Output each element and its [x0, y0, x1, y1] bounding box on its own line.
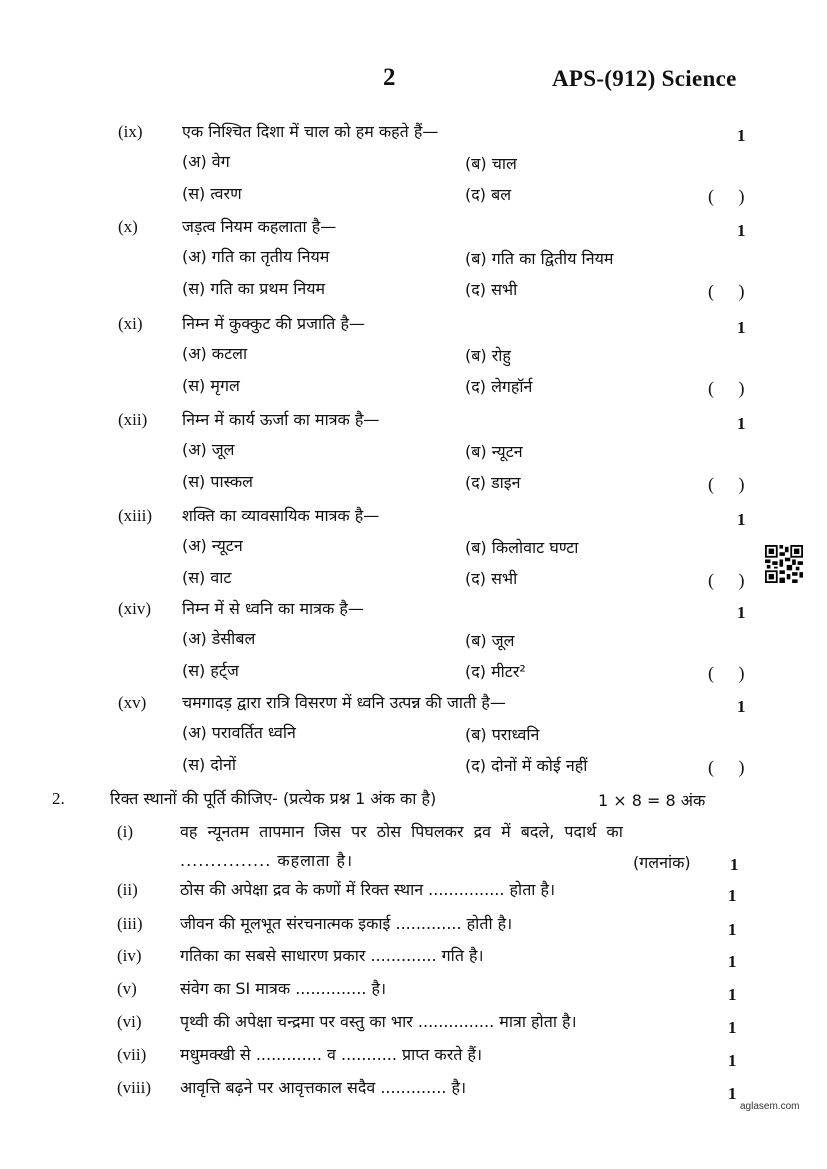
fill-text: गतिका का सबसे साधारण प्रकार ............. गति है। — [180, 946, 484, 965]
fill-hint: (गलनांक) — [633, 853, 691, 872]
option-d: (द) सभी — [465, 569, 518, 588]
question-text: चमगादड़ द्वारा रात्रि विसरण में ध्वनि उत्पन्न की जाती है— — [182, 693, 506, 712]
fill-text-line2: ............... कहलाता है। — [180, 851, 354, 870]
question-number: (xii) — [118, 410, 148, 429]
question-marks: 1 — [737, 318, 746, 337]
question-marks: 1 — [737, 126, 746, 145]
option-b: (ब) चाल — [465, 154, 517, 173]
option-a: (अ) वेग — [182, 152, 230, 171]
option-a: (अ) जूल — [182, 440, 235, 459]
qr-code-icon — [765, 545, 803, 583]
option-a: (अ) डेसीबल — [182, 629, 256, 648]
answer-box[interactable]: ( ) — [708, 570, 755, 590]
fill-marks: 1 — [728, 1018, 737, 1037]
option-c: (स) वाट — [182, 568, 232, 587]
fill-marks: 1 — [728, 1084, 737, 1103]
option-a: (अ) कटला — [182, 344, 248, 363]
question-text: निम्न में से ध्वनि का मात्रक है— — [182, 599, 364, 618]
option-b: (ब) रोहु — [465, 346, 511, 365]
option-d: (द) डाइन — [465, 473, 521, 492]
fill-text-line1: वह न्यूनतम तापमान जिस पर ठोस पिघलकर द्रव में बदले, पदार्थ का — [180, 822, 623, 841]
question-number: (xiii) — [118, 506, 152, 525]
watermark: aglasem.com — [740, 1101, 800, 1112]
option-b: (ब) गति का द्वितीय नियम — [465, 249, 614, 268]
question-number: (xi) — [118, 314, 143, 333]
question-text: जड़त्व नियम कहलाता है— — [182, 217, 337, 236]
option-d: (द) सभी — [465, 280, 518, 299]
option-d: (द) मीटर² — [465, 662, 526, 681]
question-number: (ix) — [118, 122, 143, 141]
option-c: (स) दोनों — [182, 755, 237, 774]
option-c: (स) मृगल — [182, 376, 240, 395]
fill-text: आवृत्ति बढ़ने पर आवृत्तकाल सदैव ............. है। — [180, 1078, 467, 1097]
paper-code: APS-(912) Science — [552, 66, 737, 91]
fill-marks: 1 — [728, 1051, 737, 1070]
option-a: (अ) परावर्तित ध्वनि — [182, 723, 296, 742]
section-marks-formula: 1 × 8 = 8 अंक — [598, 791, 706, 810]
fill-text: ठोस की अपेक्षा द्रव के कणों में रिक्त स्थान ............... होता है। — [180, 880, 556, 899]
option-c: (स) त्वरण — [182, 184, 242, 203]
answer-box[interactable]: ( ) — [708, 281, 755, 301]
fill-marks: 1 — [728, 985, 737, 1004]
answer-box[interactable]: ( ) — [708, 378, 755, 398]
option-b: (ब) पराध्वनि — [465, 725, 540, 744]
question-marks: 1 — [737, 414, 746, 433]
fill-marks: 1 — [728, 952, 737, 971]
option-d: (द) लेगहॉर्न — [465, 377, 533, 396]
option-a: (अ) न्यूटन — [182, 536, 243, 555]
question-text: शक्ति का व्यावसायिक मात्रक है— — [182, 506, 380, 525]
option-b: (ब) जूल — [465, 631, 515, 650]
section-title: रिक्त स्थानों की पूर्ति कीजिए- (प्रत्येक प्रश्न 1 अंक का है) — [110, 789, 437, 808]
option-c: (स) पास्कल — [182, 472, 253, 491]
question-text: एक निश्चित दिशा में चाल को हम कहते हैं— — [182, 122, 439, 141]
question-marks: 1 — [737, 603, 746, 622]
option-d: (द) बल — [465, 185, 512, 204]
fill-text: संवेग का SI मात्रक .............. है। — [180, 979, 387, 998]
fill-marks: 1 — [730, 855, 739, 874]
fill-num: (vii) — [117, 1045, 147, 1064]
answer-box[interactable]: ( ) — [708, 757, 755, 777]
option-b: (ब) किलोवाट घण्टा — [465, 538, 579, 557]
answer-box[interactable]: ( ) — [708, 663, 755, 683]
answer-box[interactable]: ( ) — [708, 474, 755, 494]
question-number: (xiv) — [118, 599, 152, 618]
fill-num: (ii) — [117, 880, 138, 899]
option-a: (अ) गति का तृतीय नियम — [182, 247, 330, 266]
fill-text: पृथ्वी की अपेक्षा चन्द्रमा पर वस्तु का भार ............... मात्रा होता है। — [180, 1012, 577, 1031]
section-number: 2. — [52, 789, 65, 808]
fill-marks: 1 — [728, 886, 737, 905]
fill-num: (vi) — [117, 1012, 142, 1031]
page-number: 2 — [383, 64, 396, 91]
option-c: (स) हर्ट्ज — [182, 661, 239, 680]
fill-marks: 1 — [728, 920, 737, 939]
fill-num: (i) — [117, 822, 134, 841]
fill-text: जीवन की मूलभूत संरचनात्मक इकाई ............. होती है। — [180, 914, 513, 933]
option-d: (द) दोनों में कोई नहीं — [465, 756, 588, 775]
option-b: (ब) न्यूटन — [465, 442, 523, 461]
fill-num: (iii) — [117, 914, 143, 933]
option-c: (स) गति का प्रथम नियम — [182, 279, 326, 298]
question-marks: 1 — [737, 221, 746, 240]
question-text: निम्न में कार्य ऊर्जा का मात्रक है— — [182, 410, 380, 429]
answer-box[interactable]: ( ) — [708, 186, 755, 206]
question-number: (xv) — [118, 693, 147, 712]
question-marks: 1 — [737, 697, 746, 716]
question-marks: 1 — [737, 510, 746, 529]
fill-text: मधुमक्खी से ............. व ........... प्राप्त करते हैं। — [180, 1045, 483, 1064]
question-number: (x) — [118, 217, 138, 236]
fill-num: (iv) — [117, 946, 142, 965]
fill-num: (viii) — [117, 1078, 151, 1097]
fill-num: (v) — [117, 979, 137, 998]
question-text: निम्न में कुक्कुट की प्रजाति है— — [182, 314, 365, 333]
